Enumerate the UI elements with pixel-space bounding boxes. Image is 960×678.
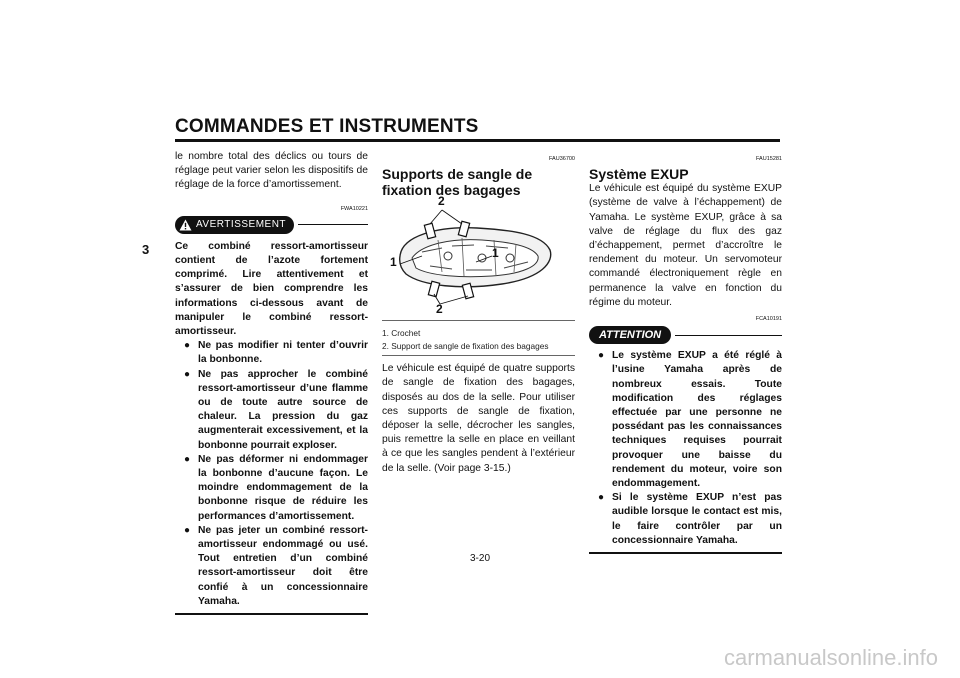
figure-label-top: 2 <box>438 194 445 209</box>
warning-code: FWA10221 <box>340 205 368 212</box>
section-title-luggage-straps: Supports de sangle de fixation des bagages <box>382 166 533 199</box>
warning-bullet: ● Ne pas approcher le combiné ressort-amortisseur d’une flamme ou de toute autre source de chaleur. La pression du gaz augmenterait excessivement, et la bonbonne pourrait exploser. <box>184 368 368 453</box>
page-number: 3-20 <box>469 553 490 564</box>
figure-label-left: 1 <box>390 255 397 270</box>
warning-text: Ce combiné ressort-amortisseur contient de l’azote fortement comprimé. Lire attentivement et s’assurer de bien comprendre les informations ci-dessous avant de manipuler le combiné ressort-amortisseur. <box>175 240 368 338</box>
column-left <box>175 150 368 615</box>
warning-bullet: ● Ne pas modifier ni tenter d’ouvrir la bonbonne. <box>184 339 368 367</box>
warning-bullet: ● Ne pas déformer ni endommager la bonbonne d’aucune façon. Le moindre endommagement de la bonbonne risque de réduire les performances d’amortissement. <box>184 453 368 524</box>
page-title: COMMANDES ET INSTRUMENTS <box>175 116 479 137</box>
warning-bullet: ● Ne pas jeter un combiné ressort-amortisseur endommagé ou usé. Tout entretien d’un combiné ressort-amortisseur doit être confié à un concessionnaire Yamaha. <box>184 524 368 609</box>
header-rule <box>175 139 780 142</box>
intro-paragraph: le nombre total des déclics ou tours de réglage peut varier selon les dispositifs de réglage de la force d’amortissement. <box>175 151 368 191</box>
column-middle <box>382 150 575 476</box>
luggage-strap-figure <box>382 194 575 317</box>
attention-bullet: ● Si le système EXUP n’est pas audible lorsque le contact est mis, le faire contrôler par un concessionnaire Yamaha. <box>598 491 782 548</box>
figure-caption-2: 2. Support de sangle de fixation des bagages <box>382 340 549 351</box>
attention-badge: ATTENTION <box>589 326 671 344</box>
warning-label: AVERTISSEMENT <box>196 218 287 230</box>
warning-badge <box>175 216 294 234</box>
watermark: carmanualsonline.info <box>723 645 938 670</box>
figure-label-right: 1 <box>492 246 499 261</box>
attention-code: FCA10191 <box>755 316 782 323</box>
figure-label-bottom: 2 <box>436 302 443 317</box>
warning-triangle-icon <box>179 219 192 231</box>
section-title-exup: Système EXUP <box>589 166 689 183</box>
figure-caption-1: 1. Crochet <box>382 328 421 339</box>
exup-paragraph: Le véhicule est équipé du système EXUP (système de valve à l’échappement) de Yamaha. Le système EXUP, grâce à sa valve de réglage du flux des gaz d’échappement, permet d’accroître le rendement du moteur. Un servomoteur commandé électroniquement règle en permanence la valve en fonction du régime du moteur. <box>589 183 782 308</box>
chapter-number: 3 <box>142 242 150 257</box>
section-code: FAU36700 <box>549 156 575 162</box>
luggage-strap-paragraph: Le véhicule est équipé de quatre supports de sangle de fixation des bagages, disposés au dos de la selle. Pour utiliser ces supports de sangle de fixation, déposer la selle, décrocher les sangles, puis remettre la selle en place en veillant à ce que les sangles pendent à l’extérieur de la selle. (Voir page 3-15.) <box>382 363 575 474</box>
column-right <box>589 150 782 554</box>
warning-end-rule <box>175 613 368 615</box>
attention-bullet: ● Le système EXUP a été réglé à l’usine Yamaha après de nombreux essais. Toute modification des réglages effectuée par une personne ne possédant pas les connaissances techniques requises pourrait provoquer une baisse du rendement du moteur, voire son endommagement. <box>598 349 782 491</box>
section-code: FAU15281 <box>756 156 782 162</box>
seat-underside-illustration <box>382 200 575 316</box>
